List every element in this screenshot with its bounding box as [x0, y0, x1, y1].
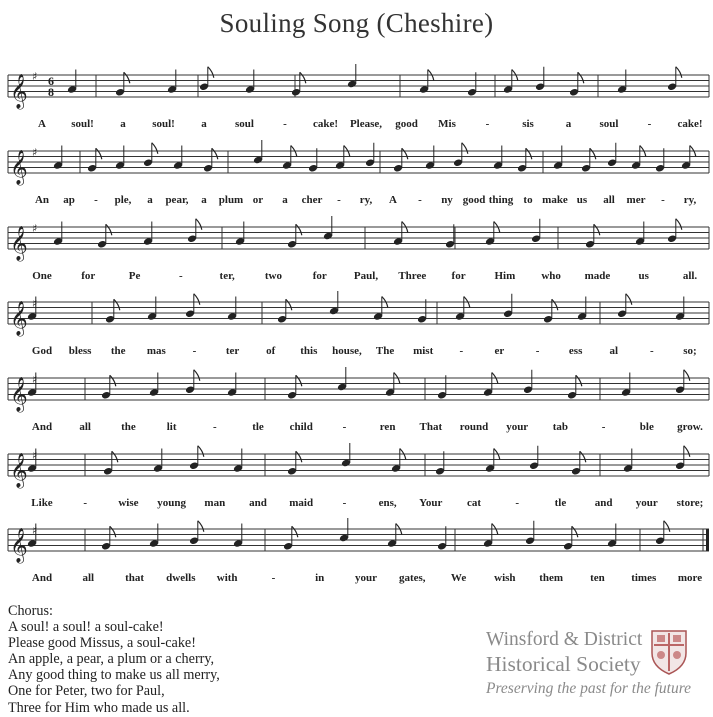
- lyric-syllable: bless: [68, 345, 92, 357]
- chorus-text: [8, 603, 220, 716]
- lyric-syllable: good: [395, 118, 418, 130]
- chorus-heading: Chorus:: [8, 603, 53, 619]
- chorus-line: Please good Missus, a soul-cake!: [8, 635, 196, 652]
- lyric-syllable: tle: [252, 421, 264, 433]
- chorus-line: A soul! a soul! a soul-cake!: [8, 619, 164, 636]
- lyric-syllable: a: [120, 118, 126, 130]
- lyric-syllable: child: [289, 421, 313, 433]
- lyric-syllable: ap: [63, 194, 75, 206]
- lyric-syllable: store;: [676, 497, 704, 509]
- note-flag: [684, 370, 690, 381]
- lyric-syllable: -: [283, 118, 287, 130]
- lyric-syllable: sis: [522, 118, 534, 130]
- lyric-syllable: ren: [379, 421, 396, 433]
- society-logo: [486, 627, 711, 707]
- lyric-syllable: us: [576, 194, 588, 206]
- lyric-syllable: -: [601, 421, 606, 433]
- lyric-syllable: grow.: [677, 421, 703, 433]
- note-flag: [110, 375, 116, 386]
- note-flag: [664, 521, 670, 532]
- lyric-syllable: house,: [332, 345, 362, 357]
- lyric-syllable: your: [635, 497, 658, 509]
- lyric-syllable: that: [125, 572, 145, 584]
- note-flag: [292, 526, 298, 537]
- lyric-syllable: -: [212, 421, 217, 433]
- lyric-syllable: good: [462, 194, 486, 206]
- lyric-syllable: to: [523, 194, 533, 206]
- time-signature-top: 6: [48, 74, 54, 88]
- lyric-syllable: ter: [225, 345, 240, 357]
- lyric-syllable: Him: [494, 270, 516, 282]
- lyric-syllable: soul: [235, 118, 254, 130]
- lyric-syllable: times: [631, 572, 657, 584]
- lyric-syllable: -: [515, 497, 520, 509]
- lyric-syllable: -: [459, 345, 464, 357]
- lyric-syllable: er: [494, 345, 505, 357]
- lyric-syllable: tle: [554, 497, 567, 509]
- chorus-line: An apple, a pear, a plum or a cherry,: [8, 651, 215, 668]
- note-flag: [208, 67, 214, 78]
- note-flag: [580, 451, 586, 462]
- lyric-syllable: -: [192, 345, 197, 357]
- sharp-icon: ♯: [32, 146, 38, 159]
- lyric-syllable: -: [342, 421, 347, 433]
- lyric-syllable: al: [609, 345, 619, 357]
- lyric-syllable: a: [147, 194, 153, 206]
- lyric-syllable: One: [32, 270, 52, 282]
- note-flag: [152, 143, 158, 154]
- sharp-icon: ♯: [32, 373, 38, 386]
- note-flag: [572, 526, 578, 537]
- lyric-syllable: -: [647, 118, 652, 130]
- lyric-syllable: and: [249, 497, 267, 509]
- lyric-syllable: a: [201, 118, 207, 130]
- treble-clef-icon: 𝄞: [10, 74, 28, 109]
- note-flag: [402, 148, 408, 159]
- sharp-icon: ♯: [32, 449, 38, 462]
- note-flag: [594, 224, 600, 235]
- treble-clef-icon: 𝄞: [10, 453, 28, 488]
- lyric-syllable: all: [603, 194, 615, 206]
- lyric-syllable: ens,: [378, 497, 397, 509]
- note-flag: [194, 294, 200, 305]
- lyric-syllable: -: [661, 194, 665, 206]
- note-flag: [296, 224, 302, 235]
- lyric-syllable: wise: [118, 497, 139, 509]
- note-flag: [198, 521, 204, 532]
- lyric-syllable: so;: [683, 345, 697, 357]
- sharp-icon: ♯: [32, 70, 38, 83]
- lyric-syllable: a: [282, 194, 288, 206]
- lyric-syllable: dwells: [166, 572, 196, 584]
- lyric-syllable: Paul,: [353, 270, 379, 282]
- lyric-syllable: -: [271, 572, 276, 584]
- lyric-syllable: pear,: [165, 194, 189, 206]
- note-flag: [196, 219, 202, 230]
- note-flag: [112, 451, 118, 462]
- lyric-syllable: And: [31, 421, 53, 433]
- note-flag: [106, 224, 112, 235]
- lyric-syllable: them: [539, 572, 564, 584]
- lyric-syllable: the: [110, 345, 126, 357]
- lyric-syllable: two: [264, 270, 282, 282]
- lyric-syllable: That: [419, 421, 443, 433]
- logo-line-2: Historical Society: [486, 652, 641, 676]
- lyric-syllable: Like: [31, 497, 53, 509]
- lyric-syllable: mer: [626, 194, 646, 206]
- lyric-syllable: in: [315, 572, 325, 584]
- lyric-syllable: this: [300, 345, 318, 357]
- treble-clef-icon: 𝄞: [10, 226, 28, 261]
- lyric-syllable: who: [541, 270, 561, 282]
- logo-tagline: Preserving the past for the future: [486, 680, 692, 697]
- lyric-syllable: mas: [146, 345, 166, 357]
- lyric-syllable: ry,: [683, 194, 697, 206]
- lyric-syllable: man: [204, 497, 226, 509]
- crest-icon: [648, 627, 690, 675]
- logo-line-1: Winsford & District: [486, 629, 643, 650]
- lyric-syllable: -: [179, 270, 183, 282]
- lyric-syllable: -: [83, 497, 88, 509]
- lyric-syllable: for: [81, 270, 96, 282]
- note-flag: [526, 148, 532, 159]
- lyric-syllable: The: [375, 345, 395, 357]
- lyric-syllable: ten: [590, 572, 605, 584]
- lyric-syllable: the: [121, 421, 136, 433]
- lyric-syllable: An: [34, 194, 50, 206]
- lyric-syllable: round: [459, 421, 489, 433]
- note-flag: [194, 370, 200, 381]
- chorus-line: Any good thing to make us all merry,: [8, 667, 220, 684]
- lyric-syllable: all: [82, 572, 95, 584]
- note-flag: [124, 72, 130, 83]
- treble-clef-icon: 𝄞: [10, 528, 28, 563]
- lyric-syllable: your: [355, 572, 377, 584]
- lyric-syllable: soul!: [152, 118, 175, 130]
- lyric-syllable: tab: [552, 421, 569, 433]
- lyric-syllable: a: [201, 194, 207, 206]
- lyric-syllable: all: [79, 421, 92, 433]
- lyric-syllable: ple,: [114, 194, 132, 206]
- note-flag: [676, 219, 682, 230]
- lyric-syllable: ny: [441, 194, 453, 206]
- lyric-syllable: made: [584, 270, 611, 282]
- lyric-syllable: And: [31, 572, 53, 584]
- lyric-syllable: gates,: [398, 572, 426, 584]
- note-flag: [114, 299, 120, 310]
- treble-clef-icon: 𝄞: [10, 301, 28, 336]
- lyric-syllable: -: [337, 194, 341, 206]
- lyric-syllable: A: [389, 194, 397, 206]
- lyric-syllable: cat: [466, 497, 482, 509]
- lyric-syllable: for: [451, 270, 466, 282]
- note-flag: [300, 72, 306, 83]
- lyric-syllable: God: [31, 345, 53, 357]
- note-flag: [198, 446, 204, 457]
- lyric-syllable: maid: [289, 497, 314, 509]
- lyric-syllable: all.: [682, 270, 698, 282]
- lyric-syllable: Your: [419, 497, 443, 509]
- chorus-line: One for Peter, two for Paul,: [8, 683, 165, 700]
- lyric-syllable: Mis: [438, 118, 456, 130]
- lyric-syllable: wish: [494, 572, 516, 584]
- treble-clef-icon: 𝄞: [10, 150, 28, 185]
- lyric-syllable: of: [266, 345, 276, 357]
- lyric-syllable: ess: [568, 345, 583, 357]
- note-flag: [296, 375, 302, 386]
- lyric-syllable: young: [157, 497, 186, 509]
- lyric-syllable: soul: [599, 118, 619, 130]
- lyric-syllable: We: [450, 572, 467, 584]
- lyric-syllable: -: [485, 118, 490, 130]
- note-flag: [286, 299, 292, 310]
- sharp-icon: ♯: [32, 297, 38, 310]
- chorus-line: Three for Him who made us all.: [8, 699, 190, 716]
- note-flag: [578, 72, 584, 83]
- time-signature-bottom: 8: [48, 85, 54, 99]
- treble-clef-icon: 𝄞: [10, 377, 28, 412]
- lyric-syllable: with: [216, 572, 238, 584]
- note-flag: [110, 526, 116, 537]
- note-flag: [96, 148, 102, 159]
- lyric-syllable: cher: [301, 194, 323, 206]
- note-flag: [576, 375, 582, 386]
- note-flag: [552, 299, 558, 310]
- note-flag: [462, 143, 468, 154]
- final-barline: [706, 529, 709, 551]
- lyric-syllable: your: [506, 421, 529, 433]
- lyric-syllable: lit: [166, 421, 177, 433]
- lyric-syllable: soul!: [71, 118, 94, 130]
- lyric-syllable: Please,: [349, 118, 383, 130]
- lyric-syllable: us: [638, 270, 649, 282]
- sharp-icon: ♯: [32, 222, 38, 235]
- song-title: Souling Song (Cheshire): [219, 8, 494, 38]
- note-flag: [676, 67, 682, 78]
- lyric-syllable: and: [594, 497, 613, 509]
- lyric-syllable: -: [650, 345, 654, 357]
- lyric-syllable: plum: [218, 194, 244, 206]
- lyric-syllable: for: [312, 270, 327, 282]
- lyric-syllable: -: [418, 194, 422, 206]
- note-flag: [296, 451, 302, 462]
- lyric-syllable: Three: [398, 270, 427, 282]
- lyric-syllable: thing: [488, 194, 514, 206]
- lyric-syllable: ble: [639, 421, 654, 433]
- lyric-syllable: -: [94, 194, 98, 206]
- lyric-syllable: ry,: [359, 194, 373, 206]
- note-flag: [212, 148, 218, 159]
- lyric-syllable: ter,: [219, 270, 235, 282]
- lyric-syllable: a: [565, 118, 572, 130]
- note-flag: [684, 446, 690, 457]
- lyric-syllable: Pe: [128, 270, 141, 282]
- lyric-syllable: or: [252, 194, 264, 206]
- lyric-syllable: cake!: [312, 118, 339, 130]
- note-flag: [626, 294, 632, 305]
- lyric-syllable: cake!: [677, 118, 703, 130]
- lyric-syllable: -: [342, 497, 347, 509]
- lyric-syllable: mist: [413, 345, 434, 357]
- lyric-syllable: more: [677, 572, 703, 584]
- note-flag: [590, 148, 596, 159]
- lyric-syllable: -: [535, 345, 540, 357]
- sharp-icon: ♯: [32, 524, 38, 537]
- lyric-syllable: make: [542, 194, 568, 206]
- lyric-syllable: A: [38, 118, 46, 130]
